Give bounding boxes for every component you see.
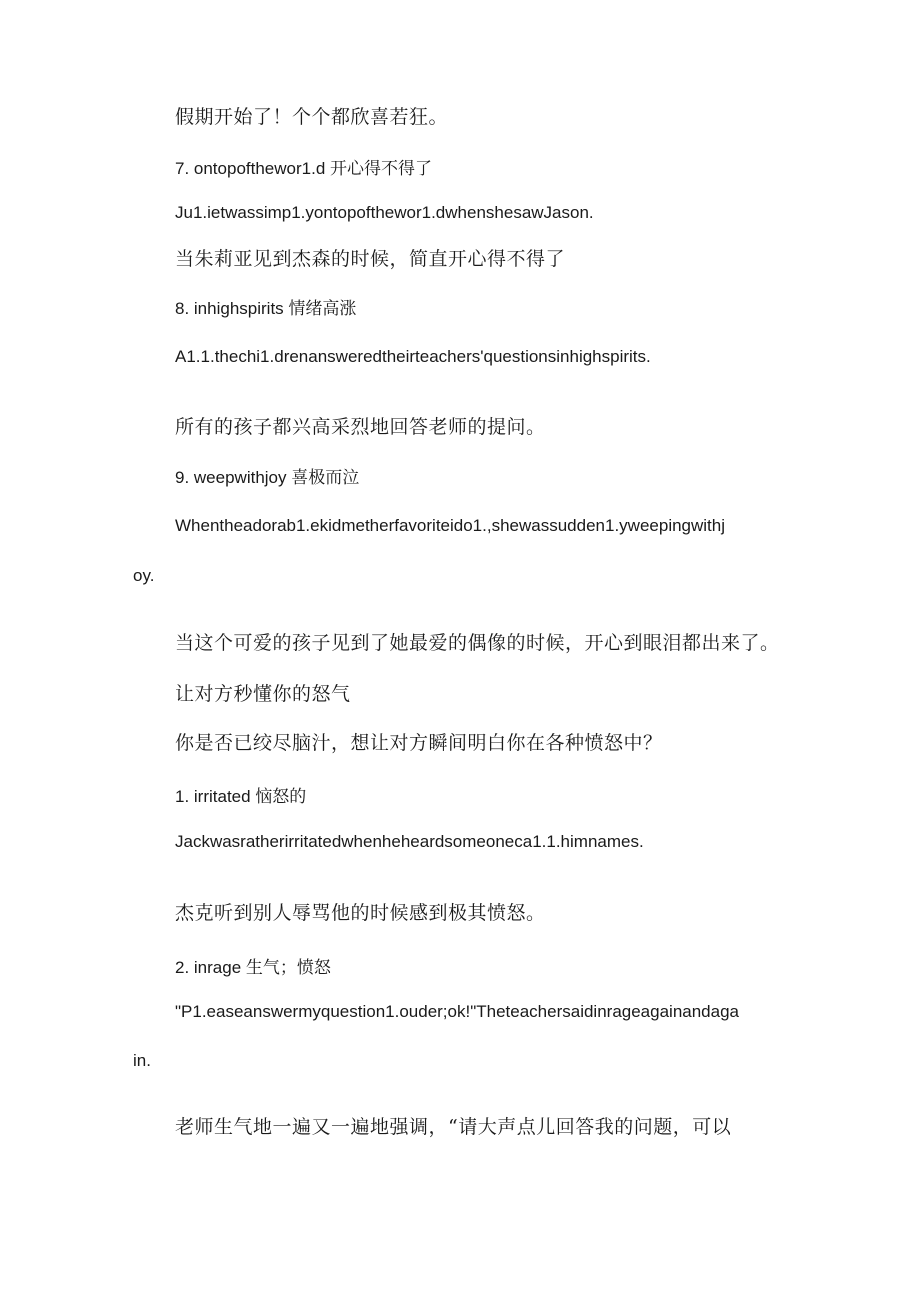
vocab-heading-7: 7. ontopofthewor1.d 开心得不得了 [175,159,433,178]
section-heading: 让对方秒懂你的怒气 [175,683,351,705]
example-sentence: "P1.easeanswermyquestion1.ouder;ok!"Theteachersaidinrageagainandaga [175,1002,740,1021]
example-sentence: Whentheadorab1.ekidmetherfavoriteido1.,shewassudden1.yweepingwithj [175,516,726,535]
translation: 老师生气地一遍又一遍地强调，“请大声点儿回答我的问题，可以 [175,1116,732,1138]
translation: 当这个可爱的孩子见到了她最爱的偶像的时候，开心到眼泪都出来了。 [175,632,780,654]
translation: 杰克听到别人辱骂他的时候感到极其愤怒。 [175,902,546,924]
vocab-heading-8: 8. inhighspirits 情绪高涨 [175,299,357,318]
example-sentence-continuation: in. [133,1051,151,1070]
example-sentence-continuation: oy. [133,566,155,585]
vocab-heading-1: 1. irritated 恼怒的 [175,787,307,806]
translation: 当朱莉亚见到杰森的时候，简直开心得不得了 [175,248,566,270]
example-sentence: Jackwasratherirritatedwhenheheardsomeoneca1.1.himnames. [175,832,644,851]
text-line: 假期开始了！个个都欣喜若狂。 [175,106,449,128]
example-sentence: A1.1.thechi1.drenansweredtheirteachers'questionsinhighspirits. [175,347,651,366]
section-intro: 你是否已绞尽脑汁，想让对方瞬间明白你在各种愤怒中？ [175,732,663,754]
vocab-heading-2: 2. inrage 生气；愤怒 [175,958,331,977]
example-sentence: Ju1.ietwassimp1.yontopofthewor1.dwhenshesawJason. [175,203,594,222]
vocab-heading-9: 9. weepwithjoy 喜极而泣 [175,468,360,487]
translation: 所有的孩子都兴高采烈地回答老师的提问。 [175,416,546,438]
